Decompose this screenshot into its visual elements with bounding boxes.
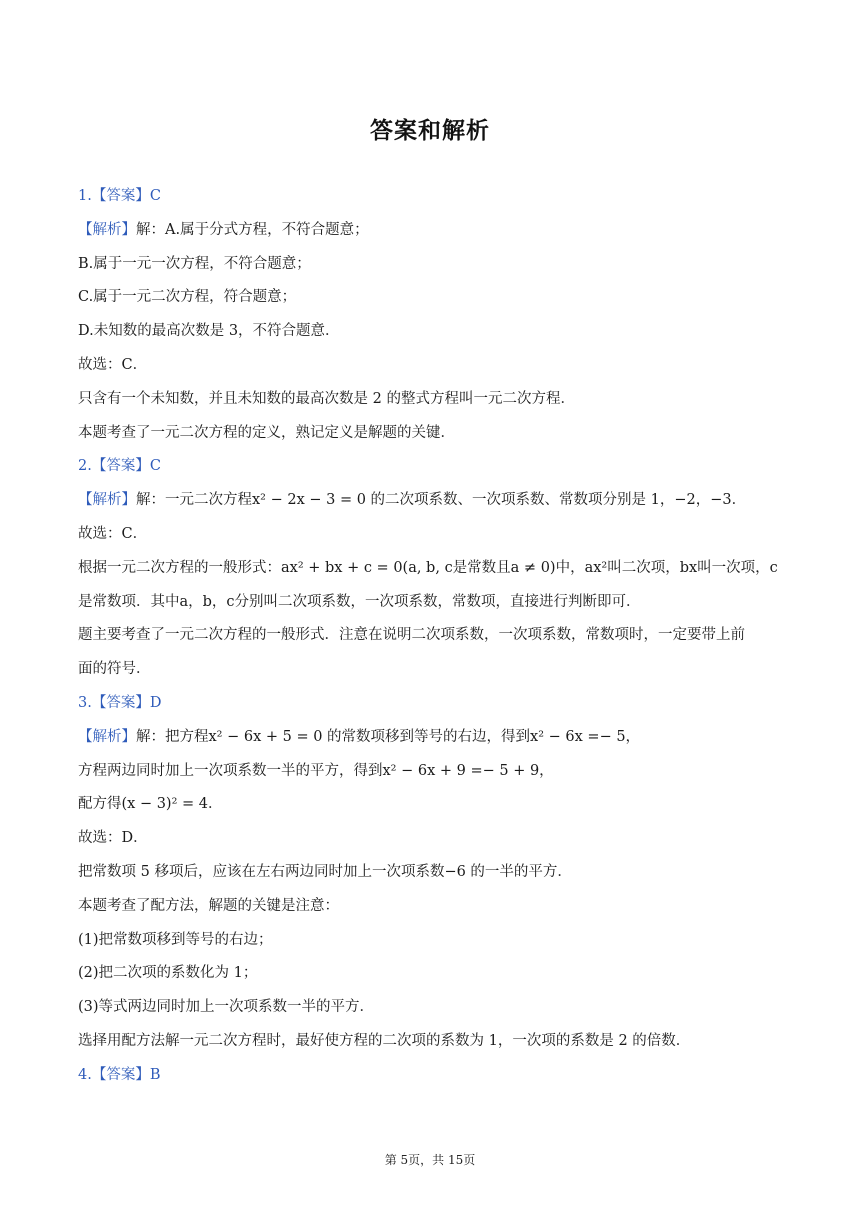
answer-line-4: 4.【答案】B — [78, 1066, 161, 1083]
text-line: 配方得(x − 3)² = 4． — [78, 796, 223, 813]
text-line: 把常数项 5 移项后，应该在左右两边同时加上一次项系数−6 的一半的平方． — [78, 863, 572, 880]
text-line: 故选：C． — [78, 525, 148, 542]
page-title: 答案和解析 — [370, 118, 490, 144]
text-line: (3)等式两边同时加上一次项系数一半的平方． — [78, 999, 375, 1016]
text-line: 故选：D． — [78, 830, 148, 847]
text-line: 方程两边同时加上一次项系数一半的平方，得到x² − 6x + 9 =− 5 + 9， — [78, 762, 554, 779]
answer-line-3: 3.【答案】D — [78, 694, 162, 711]
text-line: 是常数项．其中a，b，c分别叫二次项系数，一次项系数，常数项，直接进行判断即可． — [78, 593, 641, 610]
analysis-line — [78, 220, 786, 240]
answer-line-2: 2.【答案】C — [78, 458, 161, 475]
analysis-text: 解：把方程x² − 6x + 5 = 0 的常数项移到等号的右边，得到x² − 6x =− 5， — [136, 728, 641, 745]
text-line: 故选：C． — [78, 356, 148, 373]
text-line: 本题考查了配方法，解题的关键是注意： — [78, 897, 339, 914]
analysis-line — [78, 490, 786, 510]
answer-line-1: 1.【答案】C — [78, 188, 161, 204]
text-line: 选择用配方法解一元二次方程时，最好使方程的二次项的系数为 1，一次项的系数是 2 的倍数． — [78, 1032, 691, 1049]
analysis-tag: 【解析】 — [78, 492, 136, 509]
analysis-tag: 【解析】 — [78, 728, 136, 745]
analysis-text: 解：A.属于分式方程，不符合题意； — [136, 221, 369, 238]
text-line: B.属于一元一次方程，不符合题意； — [78, 255, 311, 272]
text-line: 面的符号． — [78, 661, 151, 678]
text-line: 本题考查了一元二次方程的定义，熟记定义是解题的关键． — [78, 424, 455, 441]
answer-content — [78, 186, 786, 1099]
text-line: (1)把常数项移到等号的右边； — [78, 931, 273, 948]
analysis-tag: 【解析】 — [78, 221, 136, 238]
text-line: C.属于一元二次方程，符合题意； — [78, 289, 297, 306]
text-line: 题主要考查了一元二次方程的一般形式．注意在说明二次项系数，一次项系数，常数项时，一定要带上前 — [78, 627, 745, 644]
text-line: (2)把二次项的系数化为 1； — [78, 965, 258, 982]
analysis-text: 解：一元二次方程x² − 2x − 3 = 0 的二次项系数、一次项系数、常数项分别是 1，−2，−3． — [136, 492, 747, 509]
text-line: D.未知数的最高次数是 3，不符合题意． — [78, 323, 340, 340]
page-footer: 第 5页，共 15页 — [384, 1153, 476, 1167]
text-line: 只含有一个未知数，并且未知数的最高次数是 2 的整式方程叫一元二次方程． — [78, 390, 575, 407]
text-line: 根据一元二次方程的一般形式：ax² + bx + c = 0(a, b, c是常数且a ≠ 0)中，ax²叫二次项，bx叫一次项，c — [78, 559, 778, 576]
analysis-line — [78, 727, 786, 747]
